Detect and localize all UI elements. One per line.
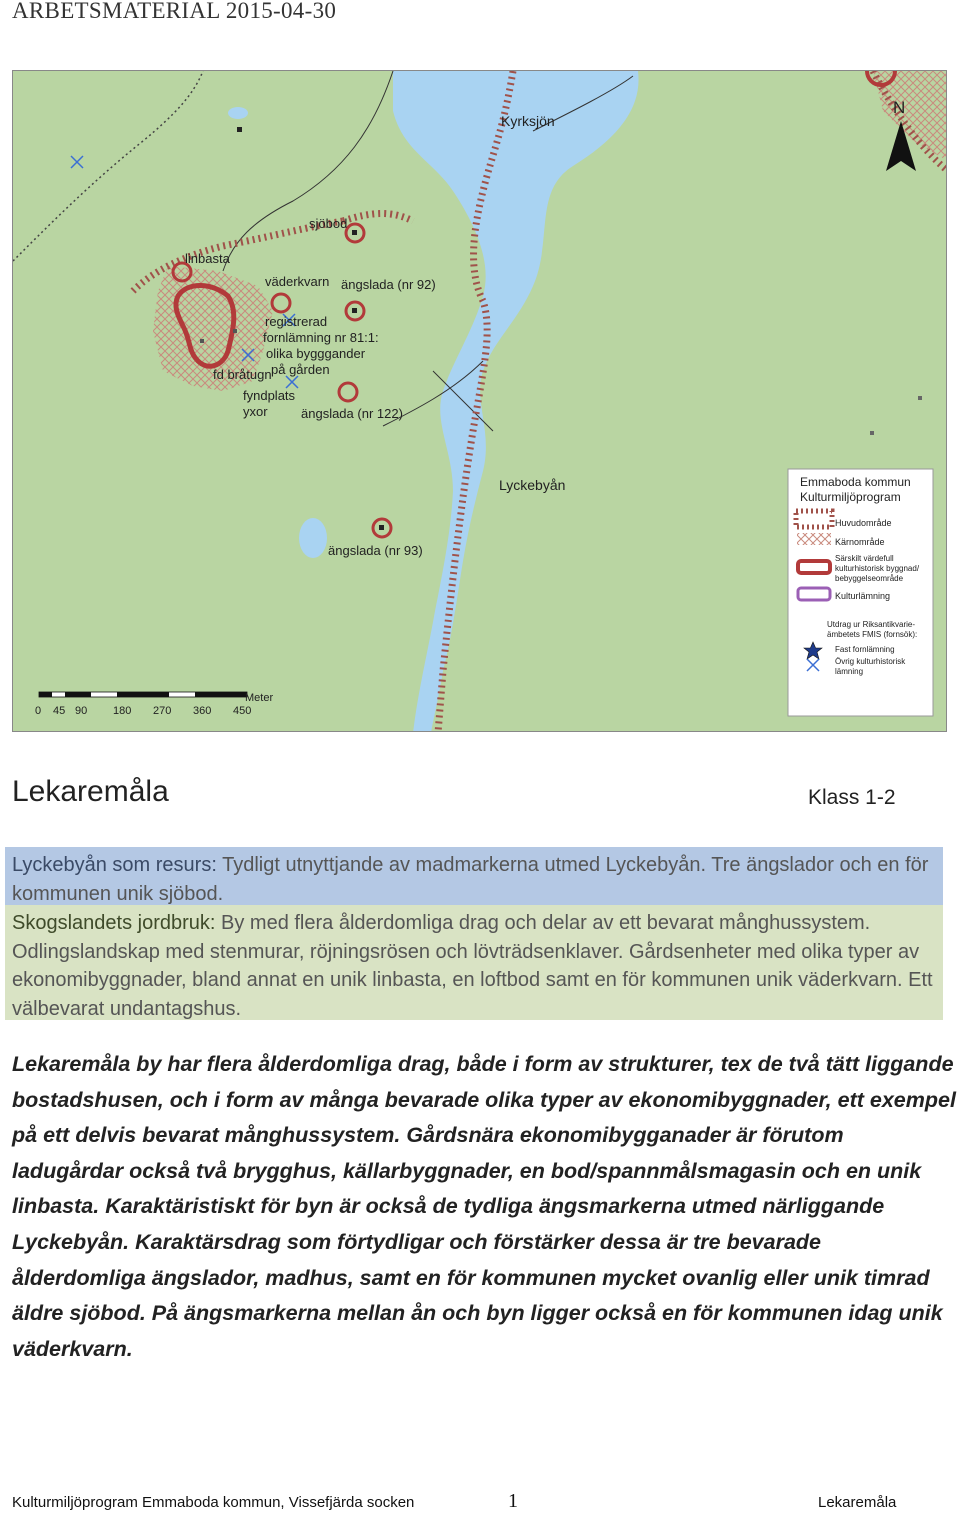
- resource-box: [5, 847, 943, 907]
- legend-fast: Fast fornlämning: [835, 645, 895, 654]
- legend-sarskilt-3: bebyggelseområde: [835, 574, 904, 583]
- agriculture-label: Skogslandets jordbruk:: [12, 912, 216, 934]
- legend-utdrag-1: Utdrag ur Riksantikvarie-: [827, 620, 916, 629]
- scale-tick: 90: [75, 705, 88, 717]
- label-angslada-92: ängslada (nr 92): [341, 277, 436, 292]
- scale-tick: 450: [233, 705, 252, 717]
- label-kyrksjon: Kyrksjön: [501, 113, 555, 129]
- label-registrerad-1: registrerad: [265, 314, 328, 329]
- resource-text: Tydligt utnyttjande av madmarkerna utmed Lyckebyån. Tre ängslador och en för kommunen unik sjöbod.: [12, 854, 929, 905]
- scale-tick: 0: [35, 705, 42, 717]
- legend-huvud: Huvudområde: [835, 518, 892, 528]
- agriculture-box: [5, 905, 943, 1020]
- body-paragraph: Lekaremåla by har flera ålderdomliga drag, både i form av strukturer, tex de två tätt liggande bostadshusen, och i form av många bevarade olika typer av ekonomibyggnader, ett exempel på ett delvis bevarat månghussystem. Gårdsnära ekonomibygganader är förutom ladugårdar också två brygghus, källarbyggnader, en bod/spannmålsmagasin och en unik linbasta. Karaktäristiskt för byn är också de tydliga ängsmarkerna utmed närliggande Lyckebyån. Karaktärsdrag som förtydligar och förstärker dessa är tre bevarade ålderdomliga ängslador, madhus, samt en för kommunen mycket ovanlig eller unik timrad äldre sjöbod. På ängsmarkerna mellan ån och byn ligger också en för kommunen idag unik väderkvarn.: [12, 1052, 956, 1361]
- label-registrerad-3: olika bygggander: [266, 346, 366, 361]
- legend-ovrig-2: lämning: [835, 667, 864, 676]
- legend-ovrig-1: Övrig kulturhistorisk: [835, 657, 906, 666]
- footer-right: Lekaremåla: [818, 1494, 897, 1511]
- label-sjobod: sjöbod: [309, 216, 348, 231]
- label-registrerad-2: fornlämning nr 81:1:: [263, 330, 379, 345]
- scale-tick: 180: [113, 705, 132, 717]
- resource-label: Lyckebyån som resurs:: [12, 854, 217, 876]
- legend-title-1: Emmaboda kommun: [800, 475, 911, 489]
- label-linbasta: linbasta: [185, 251, 230, 266]
- label-registrerad-4: på gården: [271, 362, 330, 377]
- label-vaderkvarn: väderkvarn: [265, 274, 330, 289]
- page-header: ARBETSMATERIAL 2015-04-30: [12, 0, 337, 23]
- map-legend: [788, 469, 933, 716]
- legend-sarskilt-1: Särskilt värdefull: [835, 554, 894, 563]
- label-fyndplats: fyndplats: [243, 388, 296, 403]
- scale-tick: 360: [193, 705, 212, 717]
- label-bratugn: fd bråtugn: [213, 367, 272, 382]
- legend-karn-symbol: [797, 533, 831, 545]
- legend-title-2: Kulturmiljöprogram: [800, 490, 901, 504]
- legend-kultur: Kulturlämning: [835, 591, 891, 601]
- pond-small: [228, 107, 248, 119]
- map: [12, 70, 947, 732]
- page-title: Lekaremåla: [12, 775, 169, 808]
- page-number: 1: [508, 1490, 518, 1512]
- scale-unit: Meter: [245, 692, 274, 704]
- pond: [299, 518, 327, 558]
- footer-left: Kulturmiljöprogram Emmaboda kommun, Vissefjärda socken: [12, 1494, 415, 1511]
- label-lyckebyan: Lyckebyån: [499, 477, 566, 493]
- scale-tick: 45: [53, 705, 66, 717]
- klass-label: Klass 1-2: [808, 786, 896, 809]
- label-angslada-93: ängslada (nr 93): [328, 543, 423, 558]
- agriculture-text: By med flera ålderdomliga drag och delar av ett bevarat månghussystem. Odlingslandskap med stenmurar, röjningsrösen och lövträdsenklaver. Gårdsenheter med olika typer av ekonomibyggnader, bland annat en unik linbasta, en loftbod samt en för kommunen unik väderkvarn. Ett välbevarat undantagshus.: [12, 912, 933, 1020]
- legend-sarskilt-2: kulturhistorisk byggnad/: [835, 564, 920, 573]
- scale-tick: 270: [153, 705, 172, 717]
- label-yxor: yxor: [243, 404, 268, 419]
- north-label: N: [893, 98, 906, 117]
- legend-karn: Kärnområde: [835, 537, 885, 547]
- label-angslada-122: ängslada (nr 122): [301, 406, 403, 421]
- legend-utdrag-2: ämbetets FMIS (fornsök):: [827, 630, 918, 639]
